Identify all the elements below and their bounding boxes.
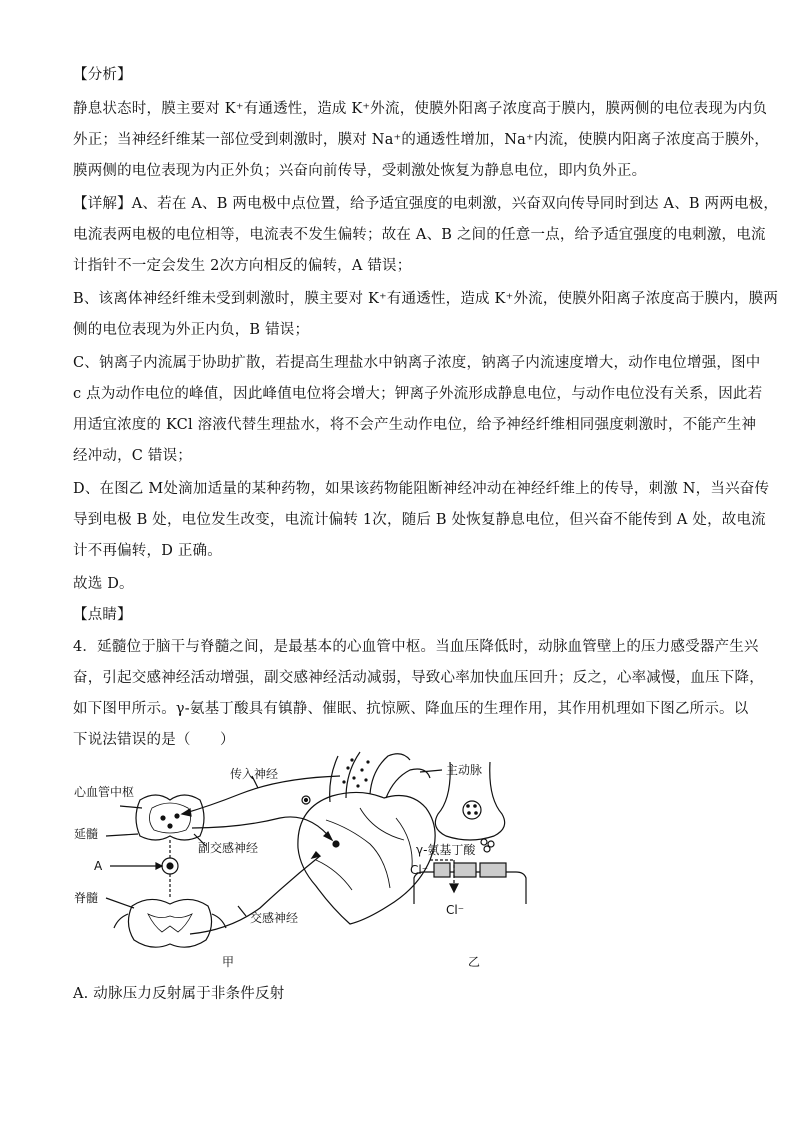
question-line-1: 4．延髓位于脑干与脊髓之间，是最基本的心血管中枢。当血压降低时，动脉血管壁上的压力感受器产生兴 (73, 639, 759, 655)
medulla-section (136, 795, 204, 840)
label-aorta: 主动脉 (446, 763, 483, 777)
comment-heading: 【点睛】 (73, 607, 132, 623)
label-parasympathetic-nerve: 副交感神经 (198, 841, 259, 855)
detail-line-8: 用适宜浓度的 KCl 溶液代替生理盐水，将不会产生动作电位，给予神经纤维相同强度刺激时，不能产生神 (73, 417, 757, 433)
analysis-line-3: 膜两侧的电位表现为内正外负；兴奋向前传导，受刺激处恢复为静息电位，即内负外正。 (73, 163, 647, 179)
label-sympathetic-nerve: 交感神经 (250, 911, 299, 925)
detail-line-11: 导到电极 B 处，电位发生改变，电流计偏转 1次，随后 B 处恢复静息电位，但兴奋不能传到 A 处，故电流 (73, 512, 766, 528)
detail-conclusion: 故选 D。 (73, 576, 134, 592)
figure-yi (414, 762, 526, 904)
detail-line-1: 【详解】A、若在 A、B 两电极中点位置，给予适宜强度的电刺激，兴奋双向传导同时到达 A、B 两两电极， (73, 196, 779, 212)
detail-line-2: 电流表两电极的电位相等，电流表不发生偏转；故在 A、B 之间的任意一点，给予适宜强度的电刺激，电流 (73, 227, 766, 243)
label-gaba: γ-氨基丁酸 (416, 843, 476, 857)
question-line-4: 下说法错误的是（ ） (73, 732, 235, 748)
detail-line-4: B、该离体神经纤维未受到刺激时，膜主要对 K⁺有通透性，造成 K⁺外流，使膜外阳离子浓度高于膜内，膜两 (73, 291, 779, 307)
figure-svg (70, 748, 730, 978)
detail-line-12: 计不再偏转，D 正确。 (73, 543, 222, 559)
detail-line-9: 经冲动，C 错误； (73, 448, 193, 464)
label-medulla: 延髓 (74, 827, 99, 841)
label-cardiovascular-center: 心血管中枢 (74, 785, 135, 799)
figure-area (70, 748, 730, 978)
option-a: A. 动脉压力反射属于非条件反射 (73, 986, 285, 1002)
detail-line-10: D、在图乙 M处滴加适量的某种药物，如果该药物能阻断神经冲动在神经纤维上的传导，刺激 N，当兴奋传 (73, 481, 770, 497)
detail-line-3: 计指针不一定会发生 2次方向相反的偏转，A 错误； (73, 258, 412, 274)
label-afferent-nerve: 传入神经 (230, 767, 279, 781)
detail-line-7: c 点为动作电位的峰值，因此峰值电位将会增大；钾离子外流形成静息电位，与动作电位没有关系，因此若 (73, 386, 763, 402)
detail-line-6: C、钠离子内流属于协助扩散，若提高生理盐水中钠离子浓度，钠离子内流速度增大，动作电位增强，图中 (73, 355, 761, 371)
detail-line-5: 侧的电位表现为外正内负，B 错误； (73, 322, 310, 338)
question-line-2: 奋，引起交感神经活动增强，副交感神经活动减弱，导致心率加快血压回升；反之，心率减慢，血压下降， (73, 670, 764, 686)
label-cl-bottom: Cl⁻ (446, 903, 465, 917)
node-a (162, 840, 178, 898)
question-line-3: 如下图甲所示。γ-氨基丁酸具有镇静、催眠、抗惊厥、降血压的生理作用，其作用机理如下图乙所示。以 (73, 701, 749, 717)
analysis-line-2: 外正；当神经纤维某一部位受到刺激时，膜对 Na⁺的通透性增加，Na⁺内流，使膜内阳离子浓度高于膜外， (73, 132, 770, 148)
label-a: A (94, 859, 103, 873)
caption-jia: 甲 (222, 955, 235, 969)
analysis-heading: 【分析】 (73, 67, 132, 83)
analysis-line-1: 静息状态时，膜主要对 K⁺有通透性，造成 K⁺外流，使膜外阳离子浓度高于膜内，膜两侧的电位表现为内负 (73, 101, 768, 117)
label-cl-top: Cl⁻ (410, 863, 429, 877)
label-spinal-cord: 脊髓 (74, 891, 99, 905)
caption-yi: 乙 (468, 955, 481, 969)
